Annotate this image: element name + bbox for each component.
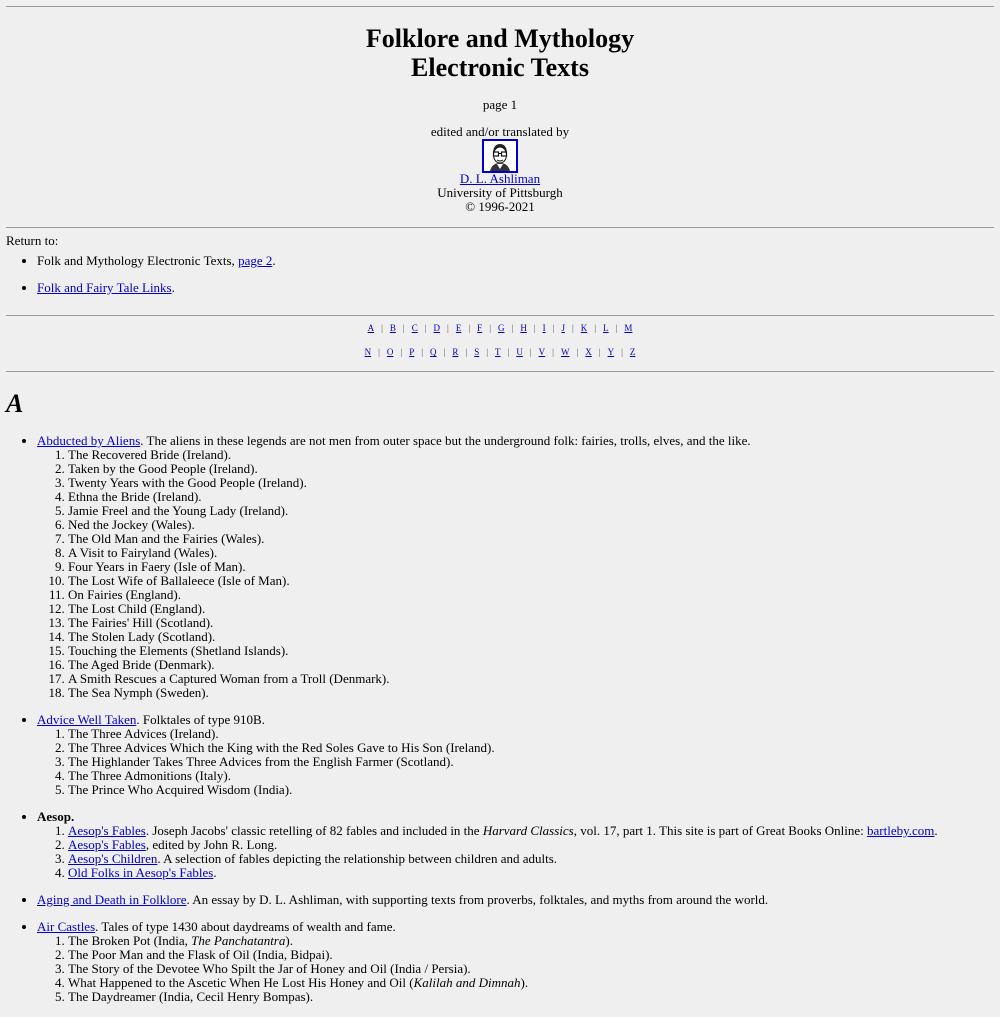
list-item: 1. The Three Advices (Ireland).: [68, 727, 997, 741]
page-title: [6, 24, 994, 82]
alphabet-separator: |: [465, 347, 468, 357]
entry-aesop: [37, 810, 997, 880]
list-item: 2. The Three Advices Which the King with the Red Soles Gave to His Son (Ireland).: [68, 741, 997, 755]
return-item-page2: • Folk and Mythology Electronic Texts, page 2.: [37, 254, 276, 268]
aesop-sublist: [37, 824, 997, 880]
alphabet-nav-row-2: [6, 347, 994, 357]
letter-link-c[interactable]: C: [411, 323, 418, 333]
letter-link-f[interactable]: F: [477, 323, 483, 333]
alphabet-separator: |: [424, 323, 427, 333]
letter-link-t[interactable]: T: [495, 347, 501, 357]
list-item: 3. The Story of the Devotee Who Spilt the Jar of Honey and Oil (India / Persia).: [68, 962, 997, 976]
alphabet-separator: |: [576, 347, 579, 357]
letter-link-q[interactable]: Q: [430, 347, 437, 357]
entry-list: [6, 434, 997, 1017]
alphabet-separator: |: [381, 323, 383, 333]
list-item: 4. Ethna the Bride (Ireland).: [68, 490, 997, 504]
author-link[interactable]: D. L. Ashliman: [459, 171, 541, 186]
alphabet-separator: |: [507, 347, 510, 357]
letter-link-e[interactable]: E: [455, 323, 462, 333]
list-item: 4. What Happened to the Ascetic When He Lost His Honey and Oil (Kalilah and Dimnah).: [68, 976, 997, 990]
letter-link-l[interactable]: L: [603, 323, 609, 333]
letter-link-i[interactable]: I: [542, 323, 546, 333]
letter-link-w[interactable]: W: [560, 347, 570, 357]
alphabet-separator: |: [378, 347, 380, 357]
aliens-sublist: [37, 448, 997, 700]
page-number: page 1: [482, 97, 518, 112]
list-item: 4. Old Folks in Aesop's Fables.: [68, 866, 997, 880]
edited-by-label: edited and/or translated by: [430, 124, 570, 139]
alphabet-separator: |: [598, 347, 601, 357]
aging-and-death-link[interactable]: Aging and Death in Folklore: [37, 892, 187, 907]
list-item: 9. Four Years in Faery (Isle of Man).: [68, 560, 997, 574]
author-portrait-icon[interactable]: [482, 139, 518, 173]
alphabet-separator: |: [529, 347, 532, 357]
list-item: 2. Aesop's Fables, edited by John R. Long.: [68, 838, 997, 852]
letter-link-p[interactable]: P: [409, 347, 415, 357]
letter-link-r[interactable]: R: [452, 347, 459, 357]
list-item: 2. The Poor Man and the Flask of Oil (India, Bidpai).: [68, 948, 997, 962]
list-item: 14. The Stolen Lady (Scotland).: [68, 630, 997, 644]
alphabet-separator: |: [511, 323, 514, 333]
list-item: 4. The Three Admonitions (Italy).: [68, 769, 997, 783]
letter-link-x[interactable]: X: [585, 347, 592, 357]
page-2-link[interactable]: page 2: [238, 253, 273, 268]
letter-link-o[interactable]: O: [386, 347, 394, 357]
author-block: [6, 172, 994, 214]
letter-link-u[interactable]: U: [516, 347, 523, 357]
list-item: 3. Aesop's Children. A selection of fables depicting the relationship between children and adults.: [68, 852, 997, 866]
letter-link-v[interactable]: V: [538, 347, 546, 357]
list-item: 5. The Prince Who Acquired Wisdom (India).: [68, 783, 997, 797]
alphabet-separator: |: [443, 347, 446, 357]
return-item-links: • Folk and Fairy Tale Links.: [37, 281, 276, 295]
list-item: 7. The Old Man and the Fairies (Wales).: [68, 532, 997, 546]
list-item: 5. The Daydreamer (India, Cecil Henry Bompas).: [68, 990, 997, 1004]
return-to-label: Return to:: [6, 233, 59, 248]
title-line-2: Electronic Texts: [411, 53, 589, 82]
list-item: 1. Aesop's Fables. Joseph Jacobs' classic retelling of 82 fables and included in the Harvard Classics, vol. 17, part 1. This site is part of Great Books Online: bartleby.com.: [68, 824, 997, 838]
aesops-children-link[interactable]: Aesop's Children: [68, 851, 158, 866]
list-item: 11. On Fairies (England).: [68, 588, 997, 602]
alphabet-separator: |: [594, 323, 597, 333]
entry-aging-and-death: • Aging and Death in Folklore. An essay by D. L. Ashliman, with supporting texts from proverbs, folktales, and myths from around the world.: [37, 893, 997, 907]
title-line-1: Folklore and Mythology: [365, 24, 635, 53]
list-item: 17. A Smith Rescues a Captured Woman from a Troll (Denmark).: [68, 672, 997, 686]
alphabet-separator: |: [400, 347, 403, 357]
aesops-fables-long-link[interactable]: Aesop's Fables: [68, 837, 146, 852]
letter-link-b[interactable]: B: [389, 323, 396, 333]
entry-air-castles: • Air Castles. Tales of type 1430 about daydreams of wealth and fame. 1. The Broken Pot (India, The Panchatantra). 2. The Poor Man and the Flask of Oil (India, Bidpai). 3. The Story of the Devotee Who Spilt the Jar of Honey and Oil (India / Persia). 4. What Happened to the Ascetic When He Lost His Honey and Oil (Kalilah and Dimnah). 5. The Daydreamer (India, Cecil Henry Bompas).: [37, 920, 997, 1004]
advice-sublist: [37, 727, 997, 797]
list-item: 2. Taken by the Good People (Ireland).: [68, 462, 997, 476]
letter-link-n[interactable]: N: [364, 347, 372, 357]
section-letter-heading: A: [6, 389, 24, 418]
air-castles-link[interactable]: Air Castles: [37, 919, 96, 934]
list-item: 8. A Visit to Fairyland (Wales).: [68, 546, 997, 560]
list-item: 1. The Recovered Bride (Ireland).: [68, 448, 997, 462]
alphabet-separator: |: [552, 347, 554, 357]
advice-well-taken-link[interactable]: Advice Well Taken: [37, 712, 137, 727]
alphabet-separator: |: [571, 323, 574, 333]
letter-link-z[interactable]: Z: [629, 347, 636, 357]
rule-before-alphabet: [6, 315, 994, 316]
list-item: 6. Ned the Jockey (Wales).: [68, 518, 997, 532]
entry-advice-well-taken: • Advice Well Taken. Folktales of type 910B. 1. The Three Advices (Ireland). 2. The Three Advices Which the King with the Red Soles Gave to His Son (Ireland). 3. The Highlander Takes Three Advices from the English Farmer (Scotland). 4. The Three Admonitions (Italy). 5. The Prince Who Acquired Wisdom (India).: [37, 713, 997, 797]
alphabet-separator: |: [533, 323, 536, 333]
alphabet-separator: |: [447, 323, 449, 333]
aesop-heading: Aesop.: [37, 809, 75, 824]
rule-after-header: [6, 227, 994, 228]
list-item: 5. Jamie Freel and the Young Lady (Ireland).: [68, 504, 997, 518]
list-item: 10. The Lost Wife of Ballaleece (Isle of Man).: [68, 574, 997, 588]
alphabet-separator: |: [486, 347, 489, 357]
list-item: 3. Twenty Years with the Good People (Ireland).: [68, 476, 997, 490]
list-item: 15. Touching the Elements (Shetland Islands).: [68, 644, 997, 658]
letter-link-k[interactable]: K: [580, 323, 588, 333]
list-item: 16. The Aged Bride (Denmark).: [68, 658, 997, 672]
list-item: 13. The Fairies' Hill (Scotland).: [68, 616, 997, 630]
letter-link-y[interactable]: Y: [607, 347, 615, 357]
list-item: 18. The Sea Nymph (Sweden).: [68, 686, 997, 700]
letter-link-m[interactable]: M: [624, 323, 633, 333]
return-list: [6, 254, 276, 308]
alphabet-separator: |: [421, 347, 424, 357]
alphabet-separator: |: [621, 347, 623, 357]
letter-link-h[interactable]: H: [520, 323, 527, 333]
air-castles-sublist: [37, 934, 997, 1004]
letter-link-a[interactable]: A: [367, 323, 375, 333]
alphabet-separator: |: [489, 323, 491, 333]
entry-abducted-by-aliens: • Abducted by Aliens. The aliens in these legends are not men from outer space but the underground folk: fairies, trolls, elves, and the like. 1. The Recovered Bride (Ireland). 2. Taken by the Good People (Ireland). 3. Twenty Years with the Good People (Ireland). 4. Ethna the Bride (Ireland). 5. Jamie Freel and the Young Lady (Ireland). 6. Ned the Jockey (Wales). 7. The Old Man and the Fairies (Wales). 8. A Visit to Fairyland (Wales). 9. Four Years in Faery (Isle of Man). 10. The Lost Wife of Ballaleece (Isle of Man). 11. On Fairies (England). 12. The Lost Child (England). 13. The Fairies' Hill (Scotland). 14. The Stolen Lady (Scotland). 15. Touching the Elements (Shetland Islands). 16. The Aged Bride (Denmark). 17. A Smith Rescues a Captured Woman from a Troll (Denmark). 18. The Sea Nymph (Sweden).: [37, 434, 997, 700]
university-label: University of Pittsburgh: [437, 185, 563, 200]
old-folks-aesop-link[interactable]: Old Folks in Aesop's Fables: [68, 865, 214, 880]
letter-link-g[interactable]: G: [498, 323, 505, 333]
list-item: 3. The Highlander Takes Three Advices from the English Farmer (Scotland).: [68, 755, 997, 769]
alphabet-separator: |: [615, 323, 618, 333]
alphabet-separator: |: [402, 323, 405, 333]
letter-link-d[interactable]: D: [433, 323, 441, 333]
copyright-label: © 1996-2021: [465, 199, 535, 214]
aesops-fables-link[interactable]: Aesop's Fables: [68, 823, 146, 838]
bartleby-link[interactable]: bartleby.com: [867, 823, 935, 838]
rule-after-alphabet: [6, 371, 994, 372]
letter-link-s[interactable]: S: [474, 347, 480, 357]
folk-fairy-links-link[interactable]: Folk and Fairy Tale Links: [37, 280, 172, 295]
top-rule: [6, 6, 994, 7]
list-item: 1. The Broken Pot (India, The Panchatantra).: [68, 934, 997, 948]
alphabet-separator: |: [552, 323, 555, 333]
letter-link-j[interactable]: J: [561, 323, 565, 333]
list-item: 12. The Lost Child (England).: [68, 602, 997, 616]
alphabet-separator: |: [468, 323, 471, 333]
abducted-by-aliens-link[interactable]: Abducted by Aliens: [37, 433, 141, 448]
alphabet-nav-row-1: [6, 323, 994, 333]
